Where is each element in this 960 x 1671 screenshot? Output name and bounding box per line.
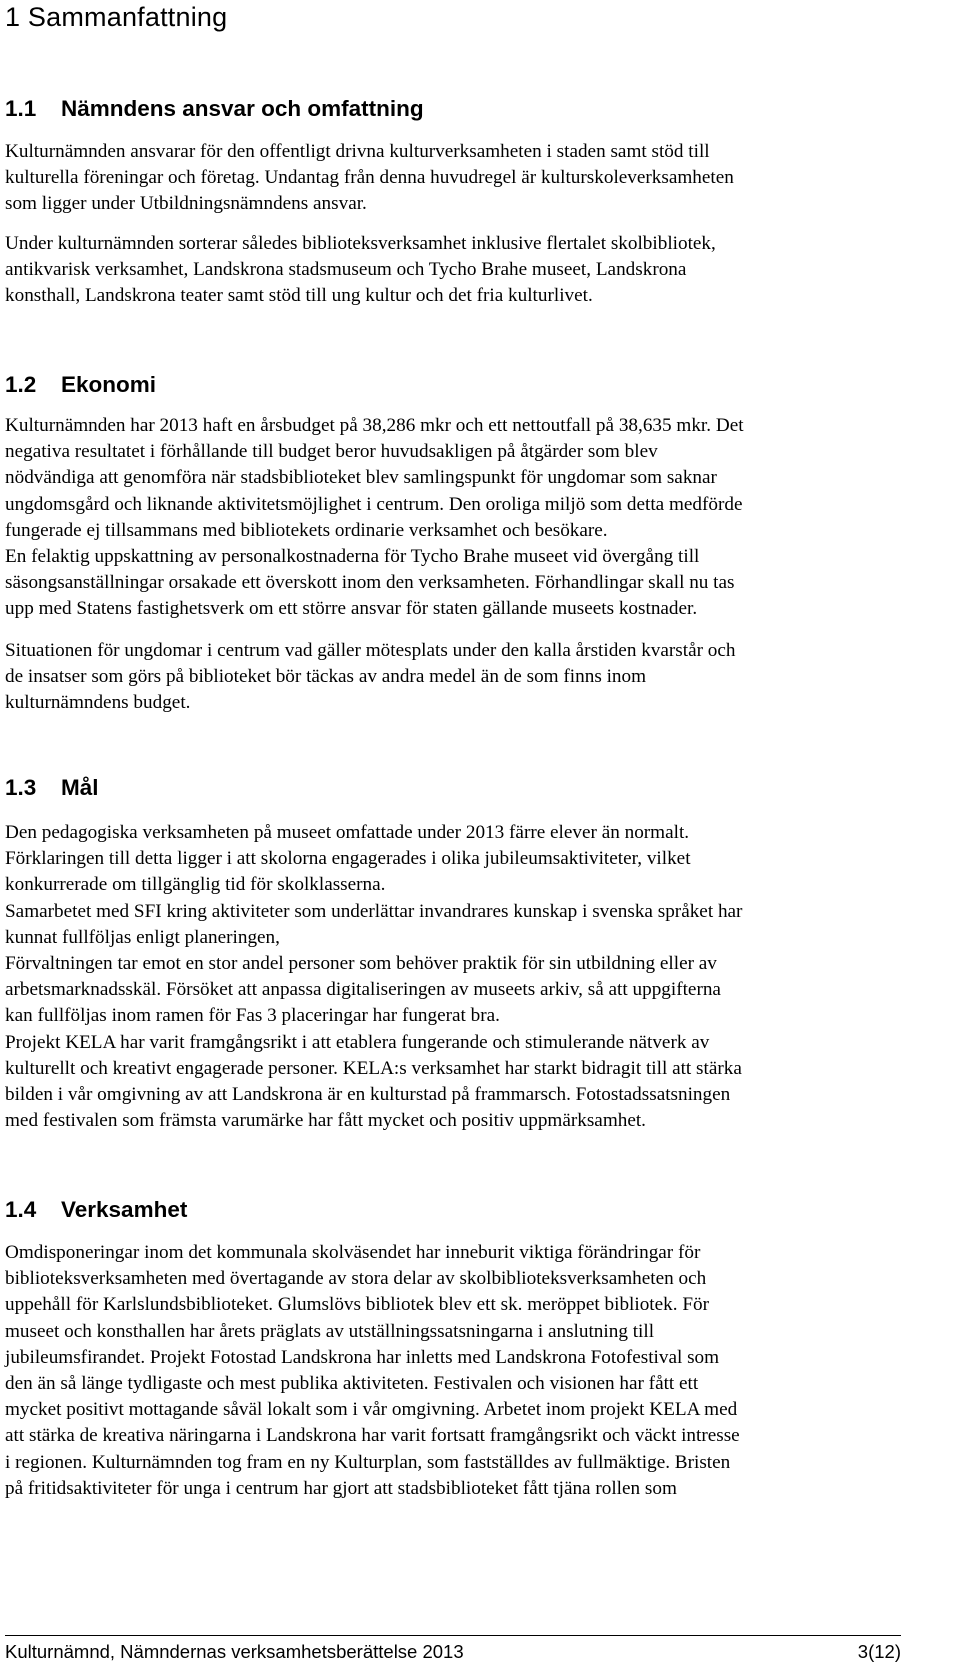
text-line: Situationen för ungdomar i centrum vad gäller mötesplats under den kalla årstiden kvarstår och — [5, 640, 736, 661]
text-line: En felaktig uppskattning av personalkostnaderna för Tycho Brahe museet vid övergång till — [5, 546, 700, 568]
section-number: 1.3 — [5, 775, 37, 800]
text-line: fungerade ej tillsammans med bibliotekets ordinarie verksamhet och besökare. — [5, 519, 608, 541]
text-line: upp med Statens fastighetsverk om ett större ansvar för staten gällande museets kostnader. — [5, 598, 698, 620]
text-line: kan fullföljas inom ramen för Fas 3 placeringar har fungerat bra. — [5, 1005, 500, 1027]
text-line: konkurrerade om tillgänglig tid för skolklasserna. — [5, 874, 386, 896]
text-line: Kulturnämnden ansvarar för den offentligt drivna kulturverksamheten i staden samt stöd till — [5, 141, 710, 162]
text-line: i regionen. Kulturnämnden tog fram en ny Kulturplan, som fastställdes av fullmäktige. Bristen — [5, 1451, 731, 1473]
text-line: med festivalen som främsta varumärke har fått mycket och positiv uppmärksamhet. — [5, 1110, 646, 1132]
paragraph-mal — [5, 820, 905, 1134]
section-title: Mål — [61, 775, 99, 800]
section-heading-1-2 — [5, 374, 156, 397]
section-number: 1.2 — [5, 372, 37, 397]
section-number: 1.1 — [5, 96, 37, 121]
paragraph-organisation — [5, 231, 905, 310]
section-heading-1-3 — [5, 777, 99, 800]
paragraph-verksamhet — [5, 1240, 905, 1502]
text-line: bilden i vår omgivning av att Landskrona är en kulturstad på frammarsch. Fotostadssatsningen — [5, 1084, 731, 1106]
text-line: kulturellt och kreativt engagerade personer. KELA:s verksamhet har starkt bidragit till att stärka — [5, 1057, 742, 1079]
text-line: Under kulturnämnden sorterar således biblioteksverksamhet inklusive flertalet skolbibliotek, — [5, 233, 716, 254]
section-heading-1-4 — [5, 1199, 187, 1222]
text-line: jubileumsfirandet. Projekt Fotostad Landskrona har inletts med Landskrona Fotofestival som — [5, 1346, 720, 1368]
text-line: den än så länge tydligaste och mest publika aktiviteten. Festivalen och visionen har fått ett — [5, 1373, 699, 1395]
text-line: att stärka de kreativa näringarna i Landskrona har varit fortsatt framgångsrikt och väckt intresse — [5, 1425, 740, 1447]
text-line: antikvarisk verksamhet, Landskrona stadsmuseum och Tycho Brahe museet, Landskrona — [5, 259, 687, 281]
text-line: Den pedagogiska verksamheten på museet omfattade under 2013 färre elever än normalt. — [5, 822, 690, 843]
section-title: Ekonomi — [61, 372, 157, 397]
text-line: Förklaringen till detta ligger i att skolorna engagerades i olika jubileumsaktiviteter, vilket — [5, 848, 691, 870]
page-footer — [5, 1640, 901, 1664]
heading-number: 1 — [5, 2, 21, 32]
text-line: negativa resultatet i förhållande till budget beror huvudsakligen på åtgärder som blev — [5, 441, 658, 463]
text-line: på fritidsaktiviteter för unga i centrum har gjort att stadsbiblioteket fått tjäna rollen som — [5, 1477, 677, 1499]
text-line: säsongsanställningar orsakade ett överskott inom den verksamheten. Förhandlingar skall nu tas — [5, 572, 735, 594]
text-line: som ligger under Utbildningsnämndens ansvar. — [5, 193, 367, 215]
text-line: Omdisponeringar inom det kommunala skolväsendet har inneburit viktiga förändringar för — [5, 1242, 701, 1263]
paragraph-ungdomar — [5, 638, 905, 717]
text-line: ungdomsgård och liknande aktivitetsmöjlighet i centrum. Den oroliga miljö som detta medförde — [5, 493, 743, 515]
text-line: konsthall, Landskrona teater samt stöd till ung kultur och det fria kulturlivet. — [5, 285, 593, 307]
section-title: Nämndens ansvar och omfattning — [61, 96, 424, 121]
text-line: arbetsmarknadsskäl. Försöket att anpassa digitaliseringen av museets arkiv, så att uppgifterna — [5, 979, 721, 1001]
text-line: kulturella föreningar och företag. Undantag från denna huvudregel är kulturskoleverksamheten — [5, 167, 734, 189]
paragraph-ansvar — [5, 139, 905, 218]
text-line: biblioteksverksamheten med övertagande av stora delar av skolbiblioteksverksamheten och — [5, 1268, 707, 1290]
footer-title: Kulturnämnd, Nämndernas verksamhetsberättelse 2013 — [5, 1641, 464, 1662]
section-title: Verksamhet — [61, 1197, 188, 1222]
text-line: kulturnämndens budget. — [5, 692, 191, 714]
section-number: 1.4 — [5, 1197, 37, 1222]
text-line: Kulturnämnden har 2013 haft en årsbudget på 38,286 mkr och ett nettoutfall på 38,635 mkr. Det — [5, 415, 744, 436]
text-line: mycket positivt mottagande såväl lokalt som i vår omgivning. Arbetet inom projekt KELA med — [5, 1399, 738, 1421]
section-heading-1-1 — [5, 98, 424, 121]
text-line: Förvaltningen tar emot en stor andel personer som behöver praktik för sin utbildning eller av — [5, 953, 717, 975]
footer-divider — [5, 1635, 901, 1636]
text-line: Projekt KELA har varit framgångsrikt i att etablera fungerande och stimulerande nätverk av — [5, 1031, 710, 1053]
heading-sammanfattning — [5, 4, 227, 31]
text-line: nödvändiga att genomföra när stadsbiblioteket blev samlingspunkt för ungdomar som saknar — [5, 467, 717, 489]
text-line: uppehåll för Karlslundsbiblioteket. Glumslövs bibliotek blev ett sk. meröppet bibliotek. För — [5, 1294, 709, 1316]
heading-title: Sammanfattning — [27, 2, 228, 32]
paragraph-ekonomi — [5, 413, 905, 623]
text-line: museet och konsthallen har årets präglats av utställningssatsningarna i anslutning till — [5, 1320, 655, 1342]
text-line: kunnat fullföljas enligt planeringen, — [5, 926, 280, 948]
text-line: de insatser som görs på biblioteket bör täckas av andra medel än de som finns inom — [5, 666, 647, 688]
page-number: 3(12) — [857, 1641, 901, 1662]
text-line: Samarbetet med SFI kring aktiviteter som underlättar invandrares kunskap i svenska språket har — [5, 900, 743, 922]
